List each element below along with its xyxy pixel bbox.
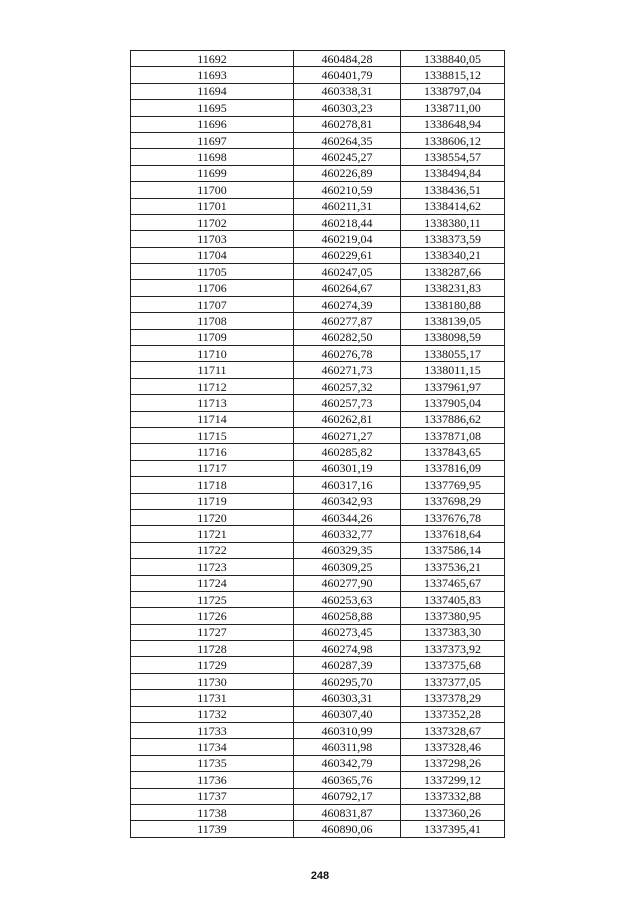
point-number-cell: 11717	[131, 460, 294, 476]
y-coordinate-cell: 1338139,05	[401, 313, 505, 329]
x-coordinate-cell: 460218,44	[294, 214, 401, 230]
x-coordinate-cell: 460226,89	[294, 165, 401, 181]
y-coordinate-cell: 1338436,51	[401, 182, 505, 198]
y-coordinate-cell: 1337618,64	[401, 526, 505, 542]
x-coordinate-cell: 460274,39	[294, 296, 401, 312]
y-coordinate-cell: 1337843,65	[401, 444, 505, 460]
x-coordinate-cell: 460303,23	[294, 100, 401, 116]
point-number-cell: 11733	[131, 723, 294, 739]
x-coordinate-cell: 460342,79	[294, 755, 401, 771]
table-row	[131, 657, 505, 673]
y-coordinate-cell: 1338340,21	[401, 247, 505, 263]
table-row	[131, 362, 505, 378]
point-number-cell: 11735	[131, 755, 294, 771]
x-coordinate-cell: 460365,76	[294, 772, 401, 788]
y-coordinate-cell: 1338494,84	[401, 165, 505, 181]
point-number-cell: 11711	[131, 362, 294, 378]
table-row	[131, 214, 505, 230]
y-coordinate-cell: 1337536,21	[401, 559, 505, 575]
y-coordinate-cell: 1337769,95	[401, 477, 505, 493]
y-coordinate-cell: 1337378,29	[401, 690, 505, 706]
point-number-cell: 11702	[131, 214, 294, 230]
point-number-cell: 11738	[131, 804, 294, 820]
y-coordinate-cell: 1338098,59	[401, 329, 505, 345]
point-number-cell: 11723	[131, 559, 294, 575]
y-coordinate-cell: 1337299,12	[401, 772, 505, 788]
y-coordinate-cell: 1338414,62	[401, 198, 505, 214]
point-number-cell: 11727	[131, 624, 294, 640]
x-coordinate-cell: 460831,87	[294, 804, 401, 820]
x-coordinate-cell: 460247,05	[294, 264, 401, 280]
y-coordinate-cell: 1337360,26	[401, 804, 505, 820]
point-number-cell: 11731	[131, 690, 294, 706]
y-coordinate-cell: 1338011,15	[401, 362, 505, 378]
x-coordinate-cell: 460317,16	[294, 477, 401, 493]
coordinates-table-body	[131, 51, 505, 838]
point-number-cell: 11712	[131, 378, 294, 394]
y-coordinate-cell: 1337375,68	[401, 657, 505, 673]
x-coordinate-cell: 460311,98	[294, 739, 401, 755]
table-row	[131, 51, 505, 67]
table-row	[131, 723, 505, 739]
point-number-cell: 11737	[131, 788, 294, 804]
x-coordinate-cell: 460287,39	[294, 657, 401, 673]
table-row	[131, 427, 505, 443]
table-row	[131, 313, 505, 329]
x-coordinate-cell: 460342,93	[294, 493, 401, 509]
table-row	[131, 673, 505, 689]
point-number-cell: 11701	[131, 198, 294, 214]
x-coordinate-cell: 460264,67	[294, 280, 401, 296]
table-row	[131, 690, 505, 706]
table-row	[131, 132, 505, 148]
point-number-cell: 11697	[131, 132, 294, 148]
y-coordinate-cell: 1337905,04	[401, 395, 505, 411]
table-row	[131, 706, 505, 722]
x-coordinate-cell: 460219,04	[294, 231, 401, 247]
point-number-cell: 11692	[131, 51, 294, 67]
x-coordinate-cell: 460484,28	[294, 51, 401, 67]
table-row	[131, 182, 505, 198]
table-row	[131, 231, 505, 247]
point-number-cell: 11699	[131, 165, 294, 181]
point-number-cell: 11718	[131, 477, 294, 493]
point-number-cell: 11736	[131, 772, 294, 788]
point-number-cell: 11716	[131, 444, 294, 460]
x-coordinate-cell: 460262,81	[294, 411, 401, 427]
table-row	[131, 67, 505, 83]
y-coordinate-cell: 1338797,04	[401, 83, 505, 99]
point-number-cell: 11705	[131, 264, 294, 280]
x-coordinate-cell: 460277,90	[294, 575, 401, 591]
point-number-cell: 11734	[131, 739, 294, 755]
y-coordinate-cell: 1338711,00	[401, 100, 505, 116]
point-number-cell: 11715	[131, 427, 294, 443]
point-number-cell: 11729	[131, 657, 294, 673]
table-row	[131, 83, 505, 99]
y-coordinate-cell: 1338648,94	[401, 116, 505, 132]
y-coordinate-cell: 1337328,67	[401, 723, 505, 739]
point-number-cell: 11713	[131, 395, 294, 411]
x-coordinate-cell: 460245,27	[294, 149, 401, 165]
x-coordinate-cell: 460338,31	[294, 83, 401, 99]
table-row	[131, 100, 505, 116]
x-coordinate-cell: 460210,59	[294, 182, 401, 198]
table-row	[131, 542, 505, 558]
point-number-cell: 11732	[131, 706, 294, 722]
y-coordinate-cell: 1337816,09	[401, 460, 505, 476]
table-row	[131, 591, 505, 607]
point-number-cell: 11703	[131, 231, 294, 247]
table-row	[131, 788, 505, 804]
table-row	[131, 247, 505, 263]
table-row	[131, 739, 505, 755]
y-coordinate-cell: 1337395,41	[401, 821, 505, 837]
x-coordinate-cell: 460253,63	[294, 591, 401, 607]
table-row	[131, 378, 505, 394]
y-coordinate-cell: 1337352,28	[401, 706, 505, 722]
y-coordinate-cell: 1338554,57	[401, 149, 505, 165]
table-row	[131, 559, 505, 575]
table-row	[131, 460, 505, 476]
table-row	[131, 575, 505, 591]
y-coordinate-cell: 1337377,05	[401, 673, 505, 689]
table-row	[131, 411, 505, 427]
table-row	[131, 264, 505, 280]
x-coordinate-cell: 460295,70	[294, 673, 401, 689]
y-coordinate-cell: 1337373,92	[401, 641, 505, 657]
table-row	[131, 477, 505, 493]
point-number-cell: 11730	[131, 673, 294, 689]
y-coordinate-cell: 1338815,12	[401, 67, 505, 83]
point-number-cell: 11724	[131, 575, 294, 591]
table-row	[131, 755, 505, 771]
table-row	[131, 329, 505, 345]
table-row	[131, 165, 505, 181]
x-coordinate-cell: 460329,35	[294, 542, 401, 558]
y-coordinate-cell: 1337405,83	[401, 591, 505, 607]
y-coordinate-cell: 1338055,17	[401, 346, 505, 362]
point-number-cell: 11700	[131, 182, 294, 198]
y-coordinate-cell: 1338373,59	[401, 231, 505, 247]
table-row	[131, 493, 505, 509]
x-coordinate-cell: 460332,77	[294, 526, 401, 542]
page-number: 248	[310, 870, 330, 882]
table-row	[131, 198, 505, 214]
table-row	[131, 346, 505, 362]
x-coordinate-cell: 460273,45	[294, 624, 401, 640]
table-row	[131, 116, 505, 132]
y-coordinate-cell: 1338231,83	[401, 280, 505, 296]
point-number-cell: 11728	[131, 641, 294, 657]
y-coordinate-cell: 1337383,30	[401, 624, 505, 640]
point-number-cell: 11695	[131, 100, 294, 116]
x-coordinate-cell: 460282,50	[294, 329, 401, 345]
y-coordinate-cell: 1338606,12	[401, 132, 505, 148]
x-coordinate-cell: 460257,32	[294, 378, 401, 394]
x-coordinate-cell: 460264,35	[294, 132, 401, 148]
point-number-cell: 11694	[131, 83, 294, 99]
table-row	[131, 444, 505, 460]
y-coordinate-cell: 1337328,46	[401, 739, 505, 755]
x-coordinate-cell: 460271,73	[294, 362, 401, 378]
point-number-cell: 11719	[131, 493, 294, 509]
y-coordinate-cell: 1337871,08	[401, 427, 505, 443]
point-number-cell: 11725	[131, 591, 294, 607]
y-coordinate-cell: 1337676,78	[401, 509, 505, 525]
x-coordinate-cell: 460277,87	[294, 313, 401, 329]
point-number-cell: 11693	[131, 67, 294, 83]
y-coordinate-cell: 1338287,66	[401, 264, 505, 280]
table-row	[131, 526, 505, 542]
x-coordinate-cell: 460307,40	[294, 706, 401, 722]
point-number-cell: 11704	[131, 247, 294, 263]
table-row	[131, 641, 505, 657]
x-coordinate-cell: 460211,31	[294, 198, 401, 214]
x-coordinate-cell: 460257,73	[294, 395, 401, 411]
point-number-cell: 11698	[131, 149, 294, 165]
point-number-cell: 11707	[131, 296, 294, 312]
point-number-cell: 11696	[131, 116, 294, 132]
point-number-cell: 11710	[131, 346, 294, 362]
x-coordinate-cell: 460271,27	[294, 427, 401, 443]
point-number-cell: 11720	[131, 509, 294, 525]
point-number-cell: 11722	[131, 542, 294, 558]
x-coordinate-cell: 460890,06	[294, 821, 401, 837]
y-coordinate-cell: 1337586,14	[401, 542, 505, 558]
table-row	[131, 149, 505, 165]
y-coordinate-cell: 1337698,29	[401, 493, 505, 509]
y-coordinate-cell: 1337298,26	[401, 755, 505, 771]
point-number-cell: 11739	[131, 821, 294, 837]
y-coordinate-cell: 1337332,88	[401, 788, 505, 804]
x-coordinate-cell: 460344,26	[294, 509, 401, 525]
x-coordinate-cell: 460309,25	[294, 559, 401, 575]
y-coordinate-cell: 1337886,62	[401, 411, 505, 427]
point-number-cell: 11708	[131, 313, 294, 329]
coordinates-table	[130, 50, 505, 838]
table-row	[131, 821, 505, 837]
y-coordinate-cell: 1338380,11	[401, 214, 505, 230]
table-row	[131, 280, 505, 296]
table-row	[131, 804, 505, 820]
y-coordinate-cell: 1337465,67	[401, 575, 505, 591]
table-row	[131, 772, 505, 788]
y-coordinate-cell: 1338840,05	[401, 51, 505, 67]
x-coordinate-cell: 460258,88	[294, 608, 401, 624]
table-row	[131, 608, 505, 624]
x-coordinate-cell: 460301,19	[294, 460, 401, 476]
table-row	[131, 509, 505, 525]
y-coordinate-cell: 1338180,88	[401, 296, 505, 312]
x-coordinate-cell: 460285,82	[294, 444, 401, 460]
x-coordinate-cell: 460276,78	[294, 346, 401, 362]
point-number-cell: 11709	[131, 329, 294, 345]
table-row	[131, 395, 505, 411]
x-coordinate-cell: 460229,61	[294, 247, 401, 263]
x-coordinate-cell: 460303,31	[294, 690, 401, 706]
x-coordinate-cell: 460310,99	[294, 723, 401, 739]
point-number-cell: 11706	[131, 280, 294, 296]
y-coordinate-cell: 1337961,97	[401, 378, 505, 394]
x-coordinate-cell: 460792,17	[294, 788, 401, 804]
x-coordinate-cell: 460274,98	[294, 641, 401, 657]
x-coordinate-cell: 460278,81	[294, 116, 401, 132]
point-number-cell: 11721	[131, 526, 294, 542]
table-row	[131, 296, 505, 312]
table-row	[131, 624, 505, 640]
x-coordinate-cell: 460401,79	[294, 67, 401, 83]
point-number-cell: 11726	[131, 608, 294, 624]
y-coordinate-cell: 1337380,95	[401, 608, 505, 624]
point-number-cell: 11714	[131, 411, 294, 427]
